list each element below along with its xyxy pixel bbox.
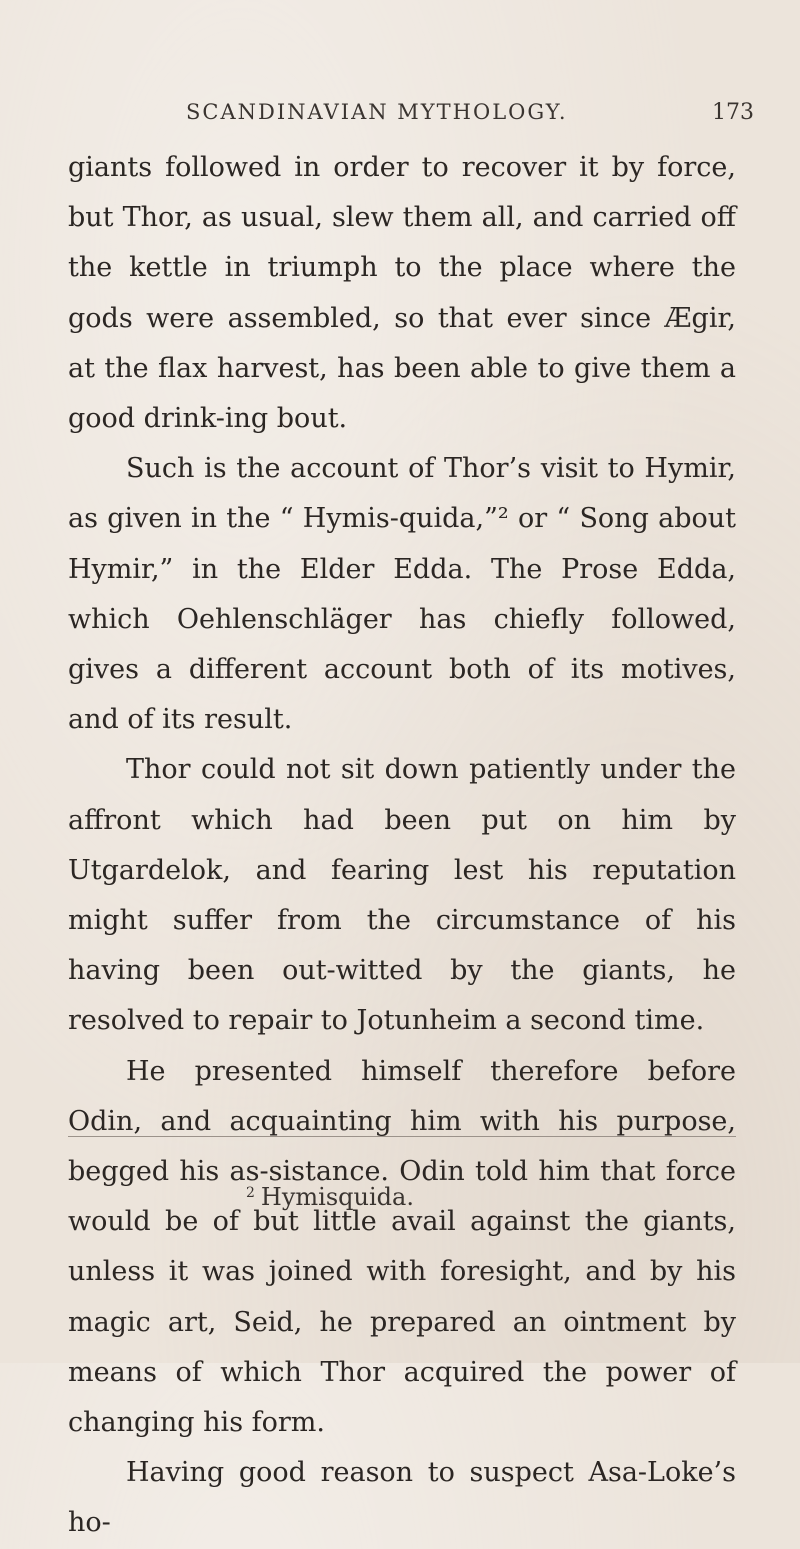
footnote-text: Hymisquida.: [260, 1183, 414, 1211]
body-text: [68, 143, 736, 1549]
paragraph: He presented himself therefore before Odin, and acquainting him with his purpose, begged his as-sistance. Odin told him that force would be of but little avail against the giants, unless it was joined with foresight, and by his magic art, Seid, he prepared an ointment by means of which Thor acquired the power of changing his form.: [68, 1055, 736, 1439]
page-number: 173: [712, 100, 754, 125]
footnote-marker: 2: [246, 1185, 255, 1201]
paragraph: Having good reason to suspect Asa-Loke’s ho-: [68, 1457, 736, 1539]
footnote: [246, 1183, 414, 1211]
paragraph: Thor could not sit down patiently under the affront which had been put on him by Utgardelok, and fearing lest his reputation might suffer from the circumstance of his having been out-witted by the giants, he resolved to repair to Jotunheim a second time.: [68, 754, 736, 1037]
paragraph: giants followed in order to recover it by force, but Thor, as usual, slew them all, and carried off the kettle in triumph to the place where the gods were assembled, so that ever since Ægir, at the flax harvest, has been able to give them a good drink-ing bout.: [68, 152, 736, 435]
running-title: SCANDINAVIAN MYTHOLOGY.: [186, 100, 568, 124]
footnote-divider: [68, 1136, 736, 1137]
paragraph: Such is the account of Thor’s visit to Hymir, as given in the “ Hymis-quida,”² or “ Song about Hymir,” in the Elder Edda. The Prose Edda, which Oehlenschläger has chiefly followed, gives a different account both of its motives, and of its result.: [68, 453, 736, 736]
